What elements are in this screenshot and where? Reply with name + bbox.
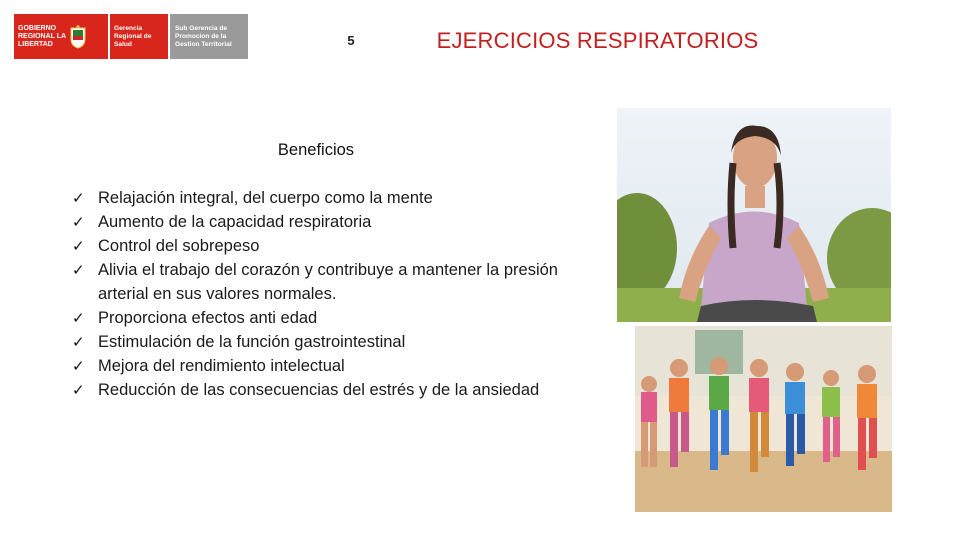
benefit-text: Reducción de las consecuencias del estrés y de la ansiedad — [98, 381, 540, 399]
check-icon: ✓ — [72, 261, 85, 279]
check-icon: ✓ — [72, 333, 85, 351]
benefit-item — [70, 306, 558, 330]
children-exercise-photo — [635, 326, 892, 512]
subgerencia-logo-text: Sub Gerencia de Promocion de la Gestion Territorial — [175, 24, 232, 48]
benefit-item — [70, 354, 558, 378]
benefits-list — [70, 186, 558, 402]
slide-number: 5 — [347, 33, 355, 48]
gobierno-regional-logo — [14, 14, 108, 59]
children-exercise-illustration — [635, 326, 892, 512]
benefit-text: Mejora del rendimiento intelectual — [98, 357, 345, 375]
benefit-text: Aumento de la capacidad respiratoria — [98, 213, 372, 231]
section-subtitle: Beneficios — [277, 141, 355, 159]
benefit-text: Relajación integral, del cuerpo como la mente — [98, 189, 433, 207]
check-icon: ✓ — [72, 357, 85, 375]
benefit-text: Proporciona efectos anti edad — [98, 309, 318, 327]
header-logo-strip — [14, 14, 248, 59]
regional-crest-icon — [70, 25, 86, 49]
check-icon: ✓ — [72, 237, 85, 255]
slide-title: EJERCICIOS RESPIRATORIOS — [436, 28, 759, 53]
benefit-text: Alivia el trabajo del corazón y contribuye a mantener la presión arterial en sus valores normales. — [98, 261, 558, 303]
benefit-item — [70, 210, 558, 234]
check-icon: ✓ — [72, 381, 85, 399]
benefit-item — [70, 378, 558, 402]
benefit-item — [70, 186, 558, 210]
gerencia-salud-logo — [110, 14, 168, 59]
check-icon: ✓ — [72, 213, 85, 231]
benefit-item — [70, 234, 558, 258]
gobierno-regional-logo-text: GOBIERNO REGIONAL LA LIBERTAD — [18, 24, 67, 48]
gerencia-salud-logo-text: Gerencia Regional de Salud — [114, 24, 152, 48]
check-icon: ✓ — [72, 189, 85, 207]
benefit-text: Control del sobrepeso — [98, 237, 260, 255]
benefit-item — [70, 330, 558, 354]
benefit-item — [70, 258, 558, 306]
benefit-text: Estimulación de la función gastrointestinal — [98, 333, 406, 351]
check-icon: ✓ — [72, 309, 85, 327]
woman-breathing-photo — [617, 108, 891, 322]
subgerencia-logo — [170, 14, 248, 59]
woman-breathing-illustration — [617, 108, 891, 322]
